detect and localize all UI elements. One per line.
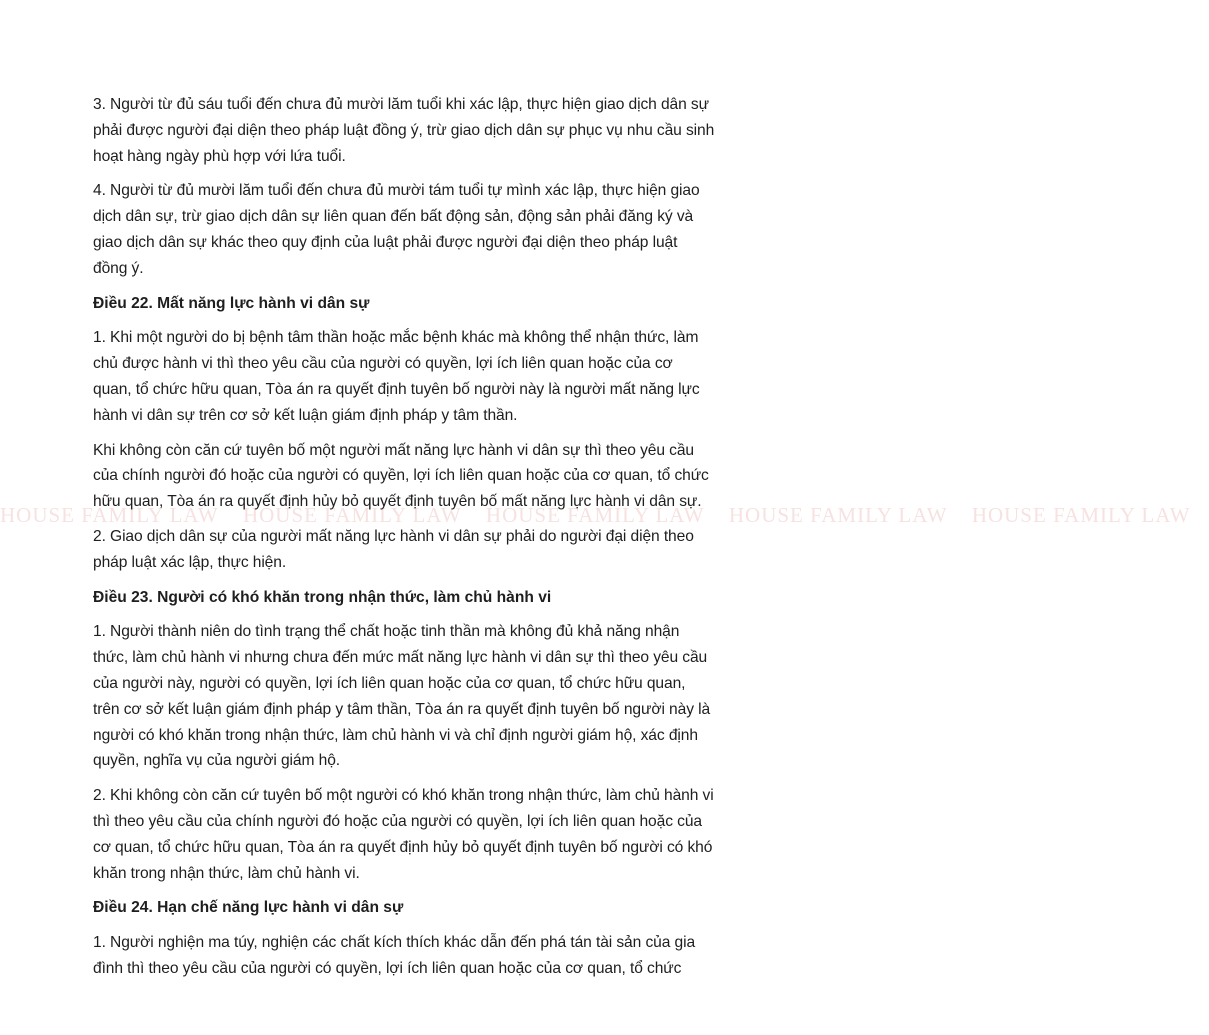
paragraph-art21-clause4: 4. Người từ đủ mười lăm tuổi đến chưa đủ mười tám tuổi tự mình xác lập, thực hiện giao dịch dân sự, trừ giao dịch dân sự liên quan đến bất động sản, động sản phải đăng ký và giao dịch dân sự khác theo quy định của luật phải được người đại diện theo pháp luật đồng ý. bbox=[93, 182, 700, 277]
watermark-text: HOUSE FAMILY LAW bbox=[242, 503, 462, 527]
paragraph-art24-clause1: 1. Người nghiện ma túy, nghiện các chất kích thích khác dẫn đến phá tán tài sản của gia đình thì theo yêu cầu của người có quyền, lợi ích liên quan hoặc của cơ quan, tổ chức bbox=[93, 934, 696, 977]
paragraph-art23-clause1: 1. Người thành niên do tình trạng thể chất hoặc tinh thần mà không đủ khả năng nhận thức, làm chủ hành vi nhưng chưa đến mức mất năng lực hành vi dân sự thì theo yêu cầu của người này, người có quyền, lợi ích liên quan hoặc của cơ quan, tổ chức hữu quan, trên cơ sở kết luận giám định pháp y tâm thần, Tòa án ra quyết định tuyên bố người này là người có khó khăn trong nhận thức, làm chủ hành vi và chỉ định người giám hộ, xác định quyền, nghĩa vụ của người giám hộ. bbox=[93, 623, 711, 770]
watermark-text: HOUSE FAMILY LAW bbox=[0, 503, 219, 527]
heading-article-23: Điều 23. Người có khó khăn trong nhận thức, làm chủ hành vi bbox=[93, 588, 552, 606]
paragraph-art22-clause1-cont: Khi không còn căn cứ tuyên bố một người mất năng lực hành vi dân sự thì theo yêu cầu của chính người đó hoặc của người có quyền, lợi ích liên quan hoặc của cơ quan, tổ chức hữu quan, Tòa án ra quyết định hủy bỏ quyết định tuyên bố mất năng lực hành vi dân sự. bbox=[93, 441, 709, 511]
paragraph-art21-clause3: 3. Người từ đủ sáu tuổi đến chưa đủ mười lăm tuổi khi xác lập, thực hiện giao dịch dân sự phải được người đại diện theo pháp luật đồng ý, trừ giao dịch dân sự phục vụ nhu cầu sinh hoạt hàng ngày phù hợp với lứa tuổi. bbox=[93, 96, 715, 165]
heading-article-24: Điều 24. Hạn chế năng lực hành vi dân sự bbox=[93, 899, 404, 917]
watermark-text: HOUSE FAMILY LAW bbox=[485, 503, 705, 527]
heading-article-22: Điều 22. Mất năng lực hành vi dân sự bbox=[93, 294, 370, 312]
watermark-text: HOUSE FAMILY LAW bbox=[971, 503, 1191, 527]
paragraph-art22-clause2: 2. Giao dịch dân sự của người mất năng lực hành vi dân sự phải do người đại diện theo pháp luật xác lập, thực hiện. bbox=[93, 527, 694, 571]
paragraph-art23-clause2: 2. Khi không còn căn cứ tuyên bố một người có khó khăn trong nhận thức, làm chủ hành vi thì theo yêu cầu của chính người đó hoặc của người có quyền, lợi ích liên quan hoặc của cơ quan, tổ chức hữu quan, Tòa án ra quyết định hủy bỏ quyết định tuyên bố người có khó khăn trong nhận thức, làm chủ hành vi. bbox=[93, 787, 714, 882]
document-body bbox=[93, 92, 715, 991]
watermark-text: HOUSE FAMILY LAW bbox=[728, 503, 948, 527]
paragraph-art22-clause1: 1. Khi một người do bị bệnh tâm thần hoặc mắc bệnh khác mà không thể nhận thức, làm chủ được hành vi thì theo yêu cầu của người có quyền, lợi ích liên quan hoặc của cơ quan, tổ chức hữu quan, Tòa án ra quyết định tuyên bố người này là người mất năng lực hành vi dân sự trên cơ sở kết luận giám định pháp y tâm thần. bbox=[93, 329, 700, 424]
